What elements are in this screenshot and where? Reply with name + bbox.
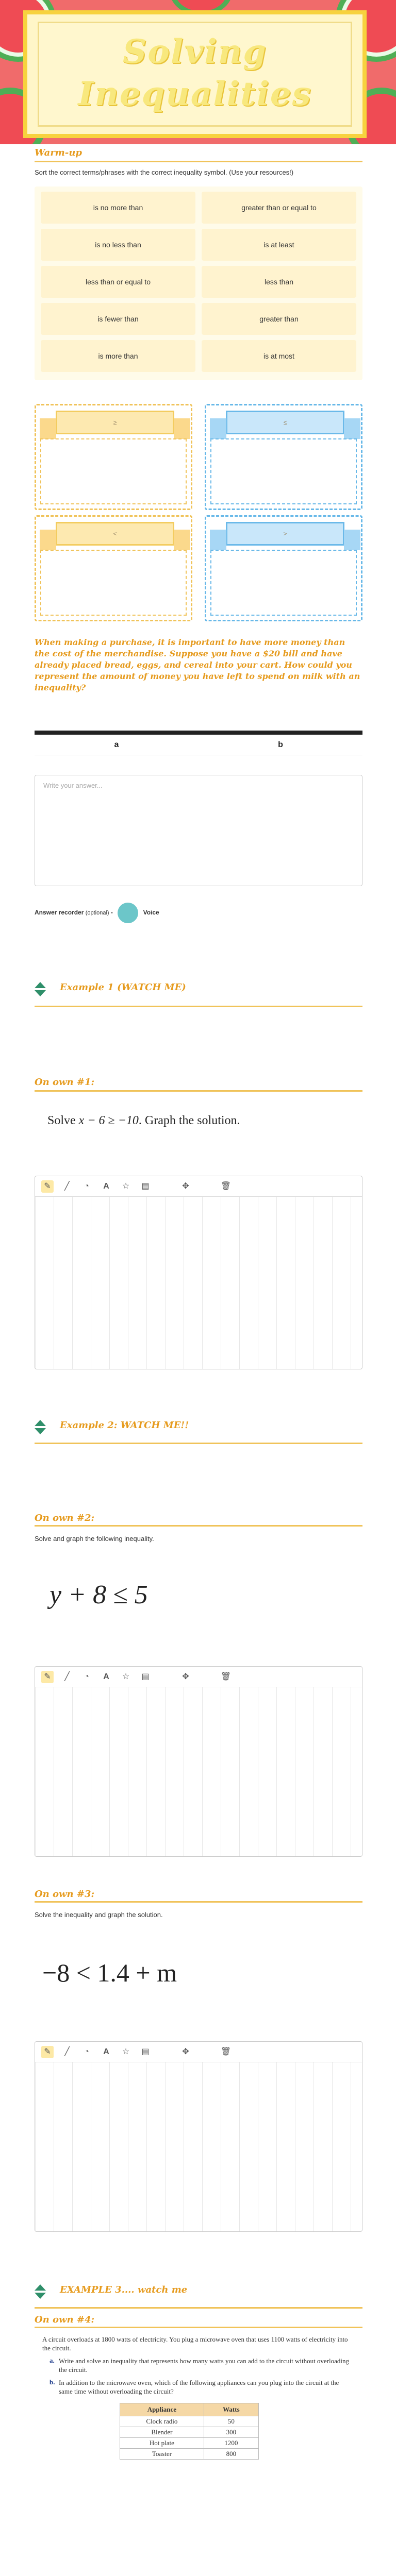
own1-prompt (47, 1114, 240, 1128)
sort-item[interactable]: is no less than (41, 229, 195, 261)
answer-recorder: Answer recorder (optional) - Voice (35, 903, 159, 923)
line-icon[interactable]: ╱ (64, 2047, 70, 2056)
ribbon-end (40, 530, 56, 550)
drawing-toolbar (35, 1667, 362, 1687)
line-icon[interactable]: ╱ (64, 1181, 70, 1191)
part-b-text: In addition to the microwave oven, which of the following appliances can you plug into the circuit at the same time without overloading the circuit? (59, 2379, 339, 2395)
text-icon[interactable]: A (103, 2047, 109, 2056)
sort-bin-yellow[interactable] (35, 515, 192, 621)
video-media-icon (35, 2284, 46, 2299)
trash-icon[interactable]: 🗑 (220, 2047, 232, 2056)
recorder-optional: (optional) (85, 910, 109, 917)
table-column-header: b (278, 740, 283, 749)
example3-title: EXAMPLE 3.... watch me (60, 2284, 188, 2295)
own2-instructions: Solve and graph the following inequality. (35, 1535, 154, 1543)
ribbon-end (210, 530, 226, 550)
part-a-label: a. (50, 2357, 55, 2364)
drawing-toolbar (35, 2042, 362, 2062)
image-icon[interactable]: ▤ (141, 1672, 150, 1681)
own3-instructions: Solve the inequality and graph the solution. (35, 1911, 163, 1919)
table-cell: Toaster (120, 2449, 204, 2460)
shape-icon[interactable]: ◔ (84, 1672, 89, 1681)
sort-bin-blue[interactable] (205, 404, 362, 510)
image-icon[interactable]: ▤ (141, 2047, 150, 2056)
table-row (120, 2438, 259, 2449)
sort-item[interactable]: greater than or equal to (202, 192, 356, 224)
ribbon-end (174, 530, 190, 550)
bin-ribbon (56, 411, 174, 434)
bin-label: ≤ (283, 419, 287, 426)
prompt-equation: x − 6 ≥ −10 (78, 1114, 139, 1127)
table-cell: Hot plate (120, 2438, 204, 2449)
bin-dropzone[interactable] (40, 550, 187, 616)
page-title-line2: Inequalities (78, 75, 312, 113)
pencil-icon[interactable]: ✎ (41, 2046, 54, 2058)
video-media-icon (35, 982, 46, 996)
ribbon-end (40, 418, 56, 439)
bin-dropzone[interactable] (210, 550, 357, 616)
table-cell: 1200 (204, 2438, 258, 2449)
text-icon[interactable]: A (103, 1181, 109, 1191)
table-column-header: a (114, 740, 119, 749)
table-header-bar (35, 731, 362, 735)
bin-ribbon (226, 411, 344, 434)
own1-title: On own #1: (35, 1077, 95, 1088)
prompt-prefix: Solve (47, 1114, 79, 1127)
ribbon-end (344, 530, 360, 550)
sort-item[interactable]: less than (202, 266, 356, 298)
sort-item[interactable]: is at least (202, 229, 356, 261)
canvas-grid[interactable] (35, 1687, 362, 1856)
problem-intro: A circuit overloads at 1800 watts of electricity. You plug a microwave oven that uses 1100 watts of electricity into the circuit. (42, 2335, 348, 2352)
own4-title: On own #4: (35, 2314, 95, 2325)
drawing-toolbar (35, 1176, 362, 1197)
move-icon[interactable]: ✥ (182, 2047, 189, 2056)
bin-dropzone[interactable] (210, 438, 357, 504)
trash-icon[interactable]: 🗑 (220, 1672, 232, 1681)
own3-title: On own #3: (35, 1889, 95, 1900)
example1-title: Example 1 (WATCH ME) (60, 982, 186, 993)
line-icon[interactable]: ╱ (64, 1672, 70, 1681)
sort-item[interactable]: greater than (202, 303, 356, 335)
header-banner (0, 0, 396, 144)
canvas-grid[interactable] (35, 2062, 362, 2231)
sort-item[interactable]: is no more than (41, 192, 195, 224)
section-divider (35, 1006, 362, 1007)
table-header-row (120, 2403, 259, 2416)
drawing-canvas[interactable] (35, 1176, 362, 1369)
section-divider (35, 161, 362, 162)
move-icon[interactable]: ✥ (182, 1181, 189, 1191)
table-column-header: Appliance (120, 2403, 204, 2416)
section-divider (35, 1443, 362, 1444)
pencil-icon[interactable]: ✎ (41, 1671, 54, 1683)
sort-bin-blue[interactable] (205, 515, 362, 621)
own2-equation: y + 8 ≤ 5 (50, 1580, 148, 1609)
title-card (23, 10, 367, 138)
recorder-label: Answer recorder (35, 909, 84, 917)
table-cell: 800 (204, 2449, 258, 2460)
voice-record-button[interactable] (118, 903, 138, 923)
sort-item[interactable]: is more than (41, 340, 195, 372)
shape-icon[interactable]: ◔ (84, 2047, 89, 2056)
ribbon-end (174, 418, 190, 439)
star-icon[interactable]: ☆ (122, 2047, 130, 2056)
star-icon[interactable]: ☆ (122, 1672, 130, 1681)
bin-ribbon (56, 522, 174, 546)
bin-dropzone[interactable] (40, 438, 187, 504)
bin-ribbon (226, 522, 344, 546)
appliance-table (120, 2403, 259, 2460)
prompt-suffix: . Graph the solution. (138, 1114, 240, 1127)
sort-item-list (35, 187, 362, 380)
own2-title: On own #2: (35, 1513, 95, 1523)
video-media-icon (35, 1420, 46, 1434)
ribbon-end (344, 418, 360, 439)
ribbon-end (210, 418, 226, 439)
table-cell: Clock radio (120, 2416, 204, 2427)
table-row (120, 2449, 259, 2460)
pencil-icon[interactable]: ✎ (41, 1180, 54, 1193)
purchase-question-text: When making a purchase, it is important to have more money than the cost of the merchandise. Suppose you have a $20 bill and have already placed bread, eggs, and cereal into your cart. How could you represent the amount of money you have left to spend on milk with an inequality? (35, 637, 360, 692)
table-row (120, 2427, 259, 2438)
image-icon[interactable]: ▤ (141, 1181, 150, 1191)
star-icon[interactable]: ☆ (122, 1181, 130, 1191)
table-row (35, 735, 362, 755)
warmup-title: Warm-up (35, 147, 82, 158)
sort-item[interactable]: is fewer than (41, 303, 195, 335)
warmup-instructions: Sort the correct terms/phrases with the correct inequality symbol. (Use your resources!) (35, 168, 294, 176)
bin-label: ≥ (113, 419, 117, 426)
answer-table (35, 731, 362, 755)
sort-item[interactable]: is at most (202, 340, 356, 372)
canvas-grid[interactable] (35, 1197, 362, 1369)
table-row (120, 2416, 259, 2427)
bin-label: < (113, 530, 117, 537)
text-icon[interactable]: A (103, 1672, 109, 1681)
section-divider (35, 1090, 362, 1092)
bin-label: > (283, 530, 287, 537)
section-divider (35, 1525, 362, 1527)
sort-bin-yellow[interactable] (35, 404, 192, 510)
drawing-canvas[interactable] (35, 1666, 362, 1857)
own3-equation: −8 < 1.4 + m (42, 1958, 177, 1987)
recorder-mode: Voice (143, 909, 159, 917)
sort-item[interactable]: less than or equal to (41, 266, 195, 298)
part-b-label: b. (50, 2378, 55, 2386)
section-divider (35, 1901, 362, 1903)
table-column-header: Watts (204, 2403, 258, 2416)
page-title-line1: Solving (123, 32, 267, 71)
section-divider (35, 2307, 362, 2309)
trash-icon[interactable]: 🗑 (220, 1181, 232, 1191)
drawing-canvas[interactable] (35, 2041, 362, 2232)
title-card-inner (38, 22, 352, 127)
section-divider (35, 2327, 362, 2328)
table-cell: 50 (204, 2416, 258, 2427)
answer-textarea[interactable]: Write your answer... (35, 775, 362, 886)
table-cell: 300 (204, 2427, 258, 2438)
part-a-text: Write and solve an inequality that represents how many watts you can add to the circuit without overloading the circuit. (59, 2357, 350, 2374)
shape-icon[interactable]: ◔ (84, 1181, 89, 1191)
example2-title: Example 2: WATCH ME!! (60, 1420, 189, 1431)
move-icon[interactable]: ✥ (182, 1672, 189, 1681)
table-cell: Blender (120, 2427, 204, 2438)
